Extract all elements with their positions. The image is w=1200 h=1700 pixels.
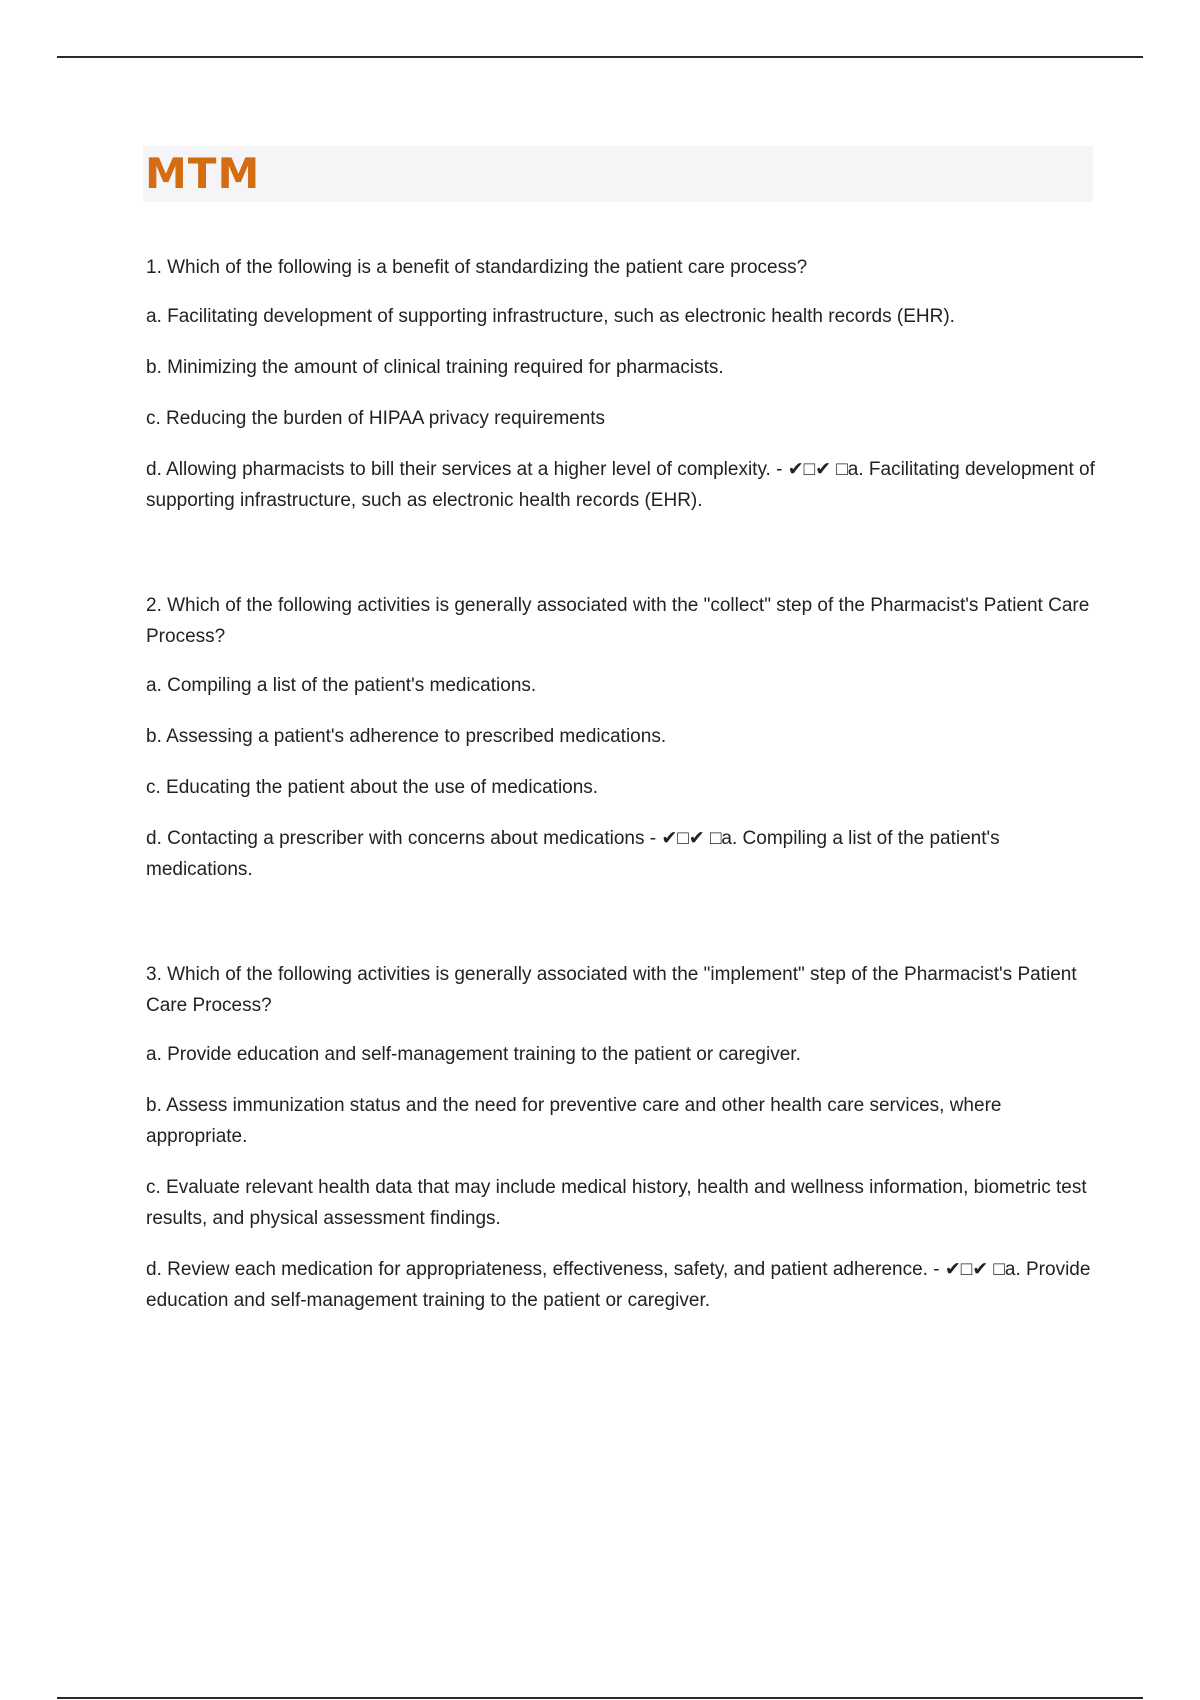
question-block [146, 959, 1096, 1316]
answer-option-with-key: d. Contacting a prescriber with concerns about medications - ✔□✔ □a. Compiling a list of the patient's medications. [146, 828, 1000, 880]
answer-option-with-key: d. Review each medication for appropriateness, effectiveness, safety, and patient adherence. - ✔□✔ □a. Provide education and self-management training to the patient or caregiver. [146, 1259, 1091, 1311]
answer-option: b. Assessing a patient's adherence to prescribed medications. [146, 726, 667, 747]
document-body [146, 252, 1096, 1336]
title-banner [143, 146, 1093, 202]
question-text: 3. Which of the following activities is generally associated with the "implement" step of the Pharmacist's Patient Care Process? [146, 964, 1077, 1016]
question-block [146, 252, 1096, 516]
answer-option: a. Compiling a list of the patient's medications. [146, 675, 537, 696]
answer-option: c. Evaluate relevant health data that may include medical history, health and wellness information, biometric test results, and physical assessment findings. [146, 1177, 1087, 1229]
answer-option: b. Assess immunization status and the need for preventive care and other health care services, where appropriate. [146, 1095, 1002, 1147]
document-title: MTM [145, 149, 261, 198]
page-bottom-rule [57, 1697, 1143, 1699]
question-block [146, 590, 1096, 885]
answer-option: b. Minimizing the amount of clinical training required for pharmacists. [146, 357, 724, 378]
answer-option-with-key: d. Allowing pharmacists to bill their services at a higher level of complexity. - ✔□✔ □a. Facilitating development of supporting infrastructure, such as electronic health records (EHR). [146, 459, 1095, 511]
answer-option: a. Facilitating development of supporting infrastructure, such as electronic health records (EHR). [146, 306, 955, 327]
question-text: 1. Which of the following is a benefit of standardizing the patient care process? [146, 257, 808, 278]
answer-option: c. Educating the patient about the use of medications. [146, 777, 599, 798]
question-text: 2. Which of the following activities is generally associated with the "collect" step of the Pharmacist's Patient Care Process? [146, 595, 1090, 647]
answer-option: c. Reducing the burden of HIPAA privacy requirements [146, 408, 606, 429]
page-top-rule [57, 56, 1143, 58]
answer-option: a. Provide education and self-management training to the patient or caregiver. [146, 1044, 801, 1065]
